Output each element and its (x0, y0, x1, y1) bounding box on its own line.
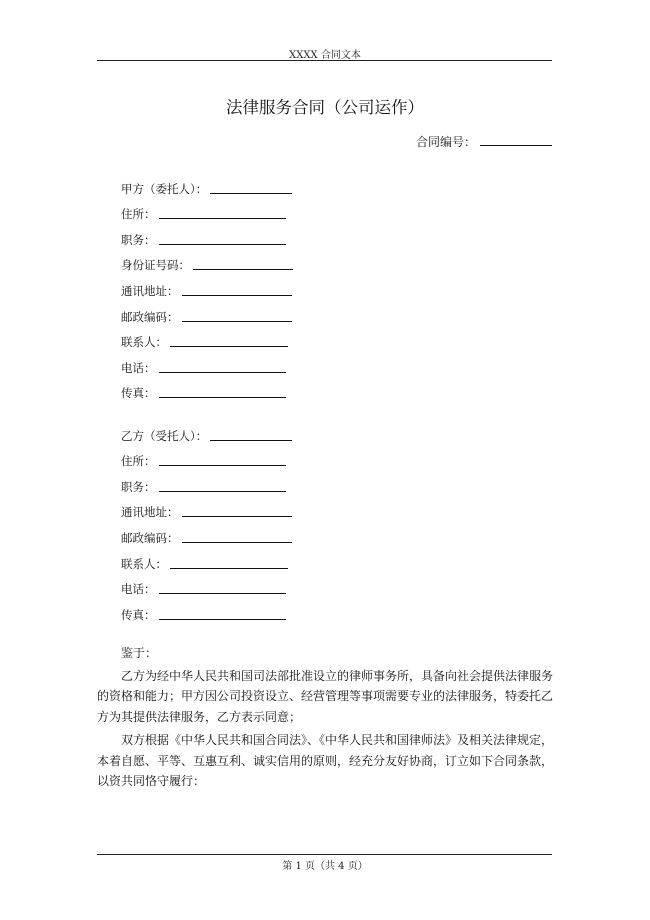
fill-blank[interactable] (170, 567, 288, 569)
party-a-section (121, 171, 541, 401)
contract-number-blank[interactable] (480, 133, 552, 146)
contract-number (416, 133, 552, 150)
field-label: 邮政编码： (121, 530, 179, 545)
fill-blank[interactable] (210, 192, 292, 194)
fill-blank[interactable] (182, 541, 292, 543)
party-b-postcode-row (121, 520, 541, 546)
field-label: 电话： (121, 360, 156, 375)
field-label: 身份证号码： (121, 258, 190, 273)
party-a-address-row (121, 197, 541, 223)
footer-rule (97, 854, 552, 855)
field-label: 传真： (121, 386, 156, 401)
document-title: 法律服务合同（公司运作） (226, 98, 424, 117)
fill-blank[interactable] (159, 396, 286, 398)
fill-blank[interactable] (182, 320, 292, 322)
field-label: 通讯地址： (121, 283, 179, 298)
fill-blank[interactable] (182, 294, 292, 296)
preamble-paragraph-2: 双方根据《中华人民共和国合同法》、《中华人民共和国律师法》及相关法律规定，本着自愿、平等、互惠互利、诚实信用的原则，经充分友好协商，订立如下合同条款，以资共同恪守履行： (97, 733, 554, 788)
contract-preamble (97, 643, 553, 795)
party-a-name-row (121, 171, 541, 197)
field-label: 传真： (121, 607, 156, 622)
preamble-paragraph-1: 乙方为经中华人民共和国司法部批准设立的律师事务所，具备向社会提供法律服务的资格和能力；甲方因公司投资设立、经营管理等事项需要专业的法律服务，特委托乙方为其提供法律服务，乙方表示同意； (97, 668, 554, 724)
party-a-phone-row (121, 350, 541, 376)
party-b-name-row (121, 418, 541, 444)
party-b-mailing-address-row (121, 495, 541, 521)
field-label: 职务： (121, 479, 156, 494)
field-label: 通讯地址： (121, 505, 179, 520)
field-label: 住所： (121, 454, 156, 469)
fill-blank[interactable] (159, 371, 286, 373)
party-b-phone-row (121, 572, 541, 598)
field-label: 甲方（委托人）： (121, 181, 208, 196)
fill-blank[interactable] (159, 592, 286, 594)
fill-blank[interactable] (159, 243, 286, 245)
party-b-fax-row (121, 597, 541, 623)
field-label: 联系人： (121, 335, 167, 350)
party-b-section (121, 418, 541, 623)
fill-blank[interactable] (159, 490, 286, 492)
field-label: 联系人： (121, 556, 167, 571)
whereas-heading: 鉴于： (121, 646, 158, 660)
fill-blank[interactable] (159, 464, 286, 466)
page-header: XXXX 合同文本 (289, 50, 361, 61)
party-a-fax-row (121, 376, 541, 402)
header-rule (97, 60, 552, 61)
fill-blank[interactable] (182, 515, 292, 517)
party-a-postcode-row (121, 299, 541, 325)
field-label: 住所： (121, 207, 156, 222)
contract-number-label: 合同编号： (415, 135, 476, 149)
page-footer: 第 1 页（共 4 页） (282, 861, 368, 872)
party-b-address-row (121, 444, 541, 470)
fill-blank[interactable] (159, 217, 286, 219)
fill-blank[interactable] (193, 268, 293, 270)
fill-blank[interactable] (210, 439, 292, 441)
party-a-mailing-address-row (121, 273, 541, 299)
party-b-contact-row (121, 546, 541, 572)
field-label: 电话： (121, 582, 156, 597)
party-a-contact-row (121, 325, 541, 351)
party-a-position-row (121, 222, 541, 248)
field-label: 乙方（受托人）： (121, 428, 208, 443)
party-a-id-row (121, 248, 541, 274)
party-b-position-row (121, 469, 541, 495)
fill-blank[interactable] (159, 618, 286, 620)
field-label: 职务： (121, 232, 156, 247)
fill-blank[interactable] (170, 345, 288, 347)
field-label: 邮政编码： (121, 309, 179, 324)
